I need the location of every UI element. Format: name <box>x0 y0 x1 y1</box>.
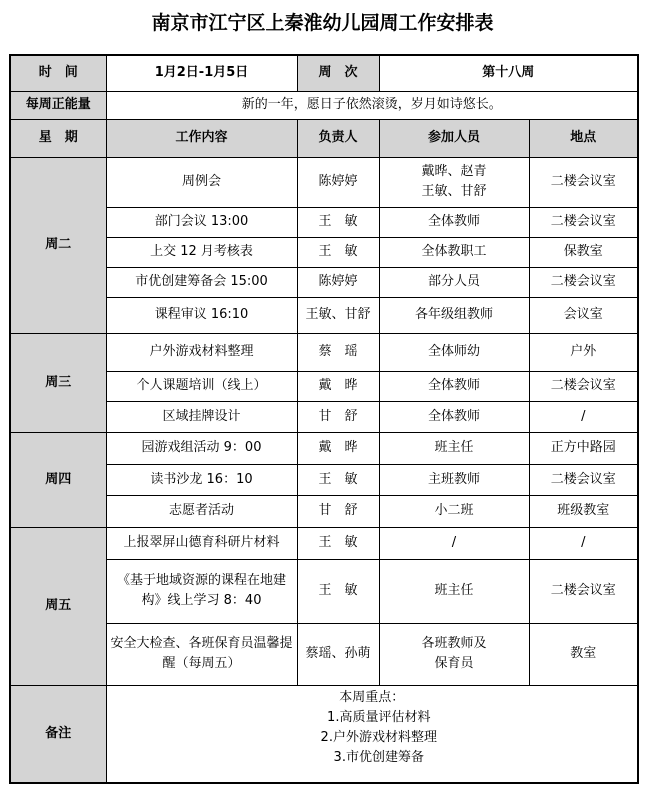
day-label: 周三 <box>10 333 106 432</box>
work-cell: 读书沙龙 16：10 <box>106 464 297 495</box>
col-participants: 参加人员 <box>379 119 529 157</box>
column-header-row <box>10 119 638 157</box>
location-cell: 班级教室 <box>529 495 638 527</box>
owner-cell: 陈婷婷 <box>297 267 379 297</box>
week-value: 第十八周 <box>379 55 638 91</box>
owner-cell: 戴 晔 <box>297 432 379 464</box>
location-cell: 教室 <box>529 623 638 685</box>
location-cell: 二楼会议室 <box>529 267 638 297</box>
owner-cell: 王 敏 <box>297 207 379 237</box>
location-cell: 二楼会议室 <box>529 157 638 207</box>
col-day: 星 期 <box>10 119 106 157</box>
participants-cell: 全体师幼 <box>379 333 529 371</box>
list-item: 3.市优创建筹备 <box>333 749 424 765</box>
schedule-table <box>9 54 639 784</box>
work-cell: 安全大检查、各班保育员温馨提醒（每周五） <box>106 623 297 685</box>
day-label: 周二 <box>10 157 106 333</box>
location-cell: 二楼会议室 <box>529 559 638 623</box>
participants-cell: 主班教师 <box>379 464 529 495</box>
owner-cell: 王 敏 <box>297 237 379 267</box>
table-row <box>10 157 638 207</box>
work-cell: 市优创建筹备会 15:00 <box>106 267 297 297</box>
owner-cell: 甘 舒 <box>297 495 379 527</box>
work-cell: 园游戏组活动 9：00 <box>106 432 297 464</box>
work-cell: 课程审议 16:10 <box>106 297 297 333</box>
notes-list <box>111 708 634 768</box>
work-cell: 户外游戏材料整理 <box>106 333 297 371</box>
location-cell: 二楼会议室 <box>529 207 638 237</box>
participants-cell: 小二班 <box>379 495 529 527</box>
header-row-motto <box>10 91 638 119</box>
col-work: 工作内容 <box>106 119 297 157</box>
col-location: 地点 <box>529 119 638 157</box>
owner-cell: 蔡 瑶 <box>297 333 379 371</box>
location-cell: 户外 <box>529 333 638 371</box>
participants-cell: 各班教师及 保育员 <box>379 623 529 685</box>
list-item: 2.户外游戏材料整理 <box>320 729 437 745</box>
owner-cell: 戴 晔 <box>297 371 379 401</box>
col-owner: 负责人 <box>297 119 379 157</box>
participants-cell: 全体教职工 <box>379 237 529 267</box>
owner-cell: 王敏、甘舒 <box>297 297 379 333</box>
participants-cell: 班主任 <box>379 432 529 464</box>
motto-value: 新的一年，愿日子依然滚烫，岁月如诗悠长。 <box>106 91 638 119</box>
work-cell: 个人课题培训（线上） <box>106 371 297 401</box>
location-cell: / <box>529 527 638 559</box>
day-label: 周五 <box>10 527 106 685</box>
participants-cell: 班主任 <box>379 559 529 623</box>
list-item: 1.高质量评估材料 <box>327 709 431 725</box>
participants-cell: / <box>379 527 529 559</box>
work-cell: 部门会议 13:00 <box>106 207 297 237</box>
notes-content <box>106 685 638 783</box>
owner-cell: 王 敏 <box>297 464 379 495</box>
work-cell: 《基于地域资源的课程在地建构》线上学习 8：40 <box>106 559 297 623</box>
location-cell: 二楼会议室 <box>529 464 638 495</box>
owner-cell: 甘 舒 <box>297 401 379 432</box>
location-cell: / <box>529 401 638 432</box>
location-cell: 保教室 <box>529 237 638 267</box>
work-cell: 志愿者活动 <box>106 495 297 527</box>
table-row <box>10 432 638 464</box>
work-cell: 区域挂牌设计 <box>106 401 297 432</box>
work-cell: 周例会 <box>106 157 297 207</box>
page-title: 南京市江宁区上秦淮幼儿园周工作安排表 <box>151 12 494 34</box>
notes-heading: 本周重点： <box>339 689 405 705</box>
owner-cell: 王 敏 <box>297 527 379 559</box>
location-cell: 二楼会议室 <box>529 371 638 401</box>
notes-row <box>10 685 638 783</box>
work-cell: 上报翠屏山德育科研片材料 <box>106 527 297 559</box>
participants-cell: 部分人员 <box>379 267 529 297</box>
owner-cell: 陈婷婷 <box>297 157 379 207</box>
work-cell: 上交 12 月考核表 <box>106 237 297 267</box>
time-label: 时 间 <box>10 55 106 91</box>
owner-cell: 王 敏 <box>297 559 379 623</box>
participants-cell: 全体教师 <box>379 401 529 432</box>
header-row-time <box>10 55 638 91</box>
table-row <box>10 333 638 371</box>
table-row <box>10 527 638 559</box>
location-cell: 会议室 <box>529 297 638 333</box>
participants-cell: 戴晔、赵青 王敏、甘舒 <box>379 157 529 207</box>
day-label: 周四 <box>10 432 106 527</box>
time-value: 1月2日-1月5日 <box>106 55 297 91</box>
location-cell: 正方中路园 <box>529 432 638 464</box>
owner-cell: 蔡瑶、孙萌 <box>297 623 379 685</box>
participants-cell: 全体教师 <box>379 371 529 401</box>
week-label: 周 次 <box>297 55 379 91</box>
notes-label: 备注 <box>10 685 106 783</box>
participants-cell: 全体教师 <box>379 207 529 237</box>
motto-label: 每周正能量 <box>10 91 106 119</box>
participants-cell: 各年级组教师 <box>379 297 529 333</box>
